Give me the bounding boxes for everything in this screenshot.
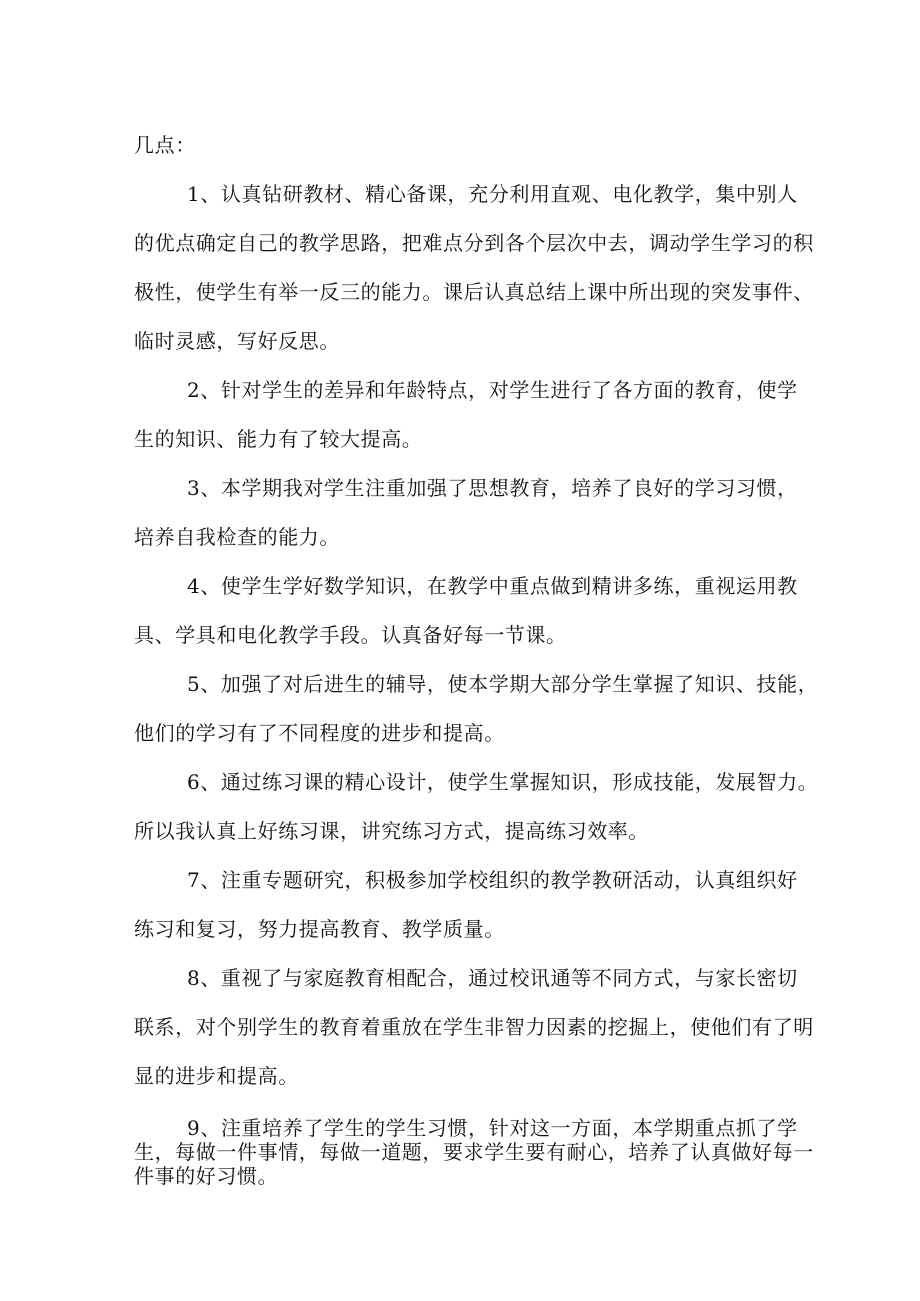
paragraph-line: 6、通过练习课的精心设计，使学生掌握知识，形成技能，发展智力。 — [187, 770, 819, 794]
paragraph-line: 具、学具和电化教学手段。认真备好每一节课。 — [134, 623, 567, 647]
paragraph-line: 所以我认真上好练习课，讲究练习方式，提高练习效率。 — [134, 819, 649, 843]
paragraph-line: 显的进步和提高。 — [134, 1064, 299, 1088]
paragraph-line: 5、加强了对后进生的辅导，使本学期大部分学生掌握了知识、技能， — [187, 672, 819, 696]
paragraph-line: 极性，使学生有举一反三的能力。课后认真总结上课中所出现的突发事件、 — [134, 280, 814, 304]
paragraph-line: 练习和复习，努力提高教育、教学质量。 — [134, 917, 505, 941]
paragraph-line: 生的知识、能力有了较大提高。 — [134, 427, 423, 451]
paragraph-line: 临时灵感，写好反思。 — [134, 329, 340, 353]
paragraph-line: 1、认真钻研教材、精心备课，充分利用直观、电化教学，集中别人 — [187, 182, 798, 206]
paragraph-line: 9、注重培养了学生的学生习惯，针对这一方面，本学期重点抓了学 — [187, 1116, 798, 1140]
paragraph-line: 2、针对学生的差异和年龄特点，对学生进行了各方面的教育，使学 — [187, 378, 798, 402]
paragraph-line: 7、注重专题研究，积极参加学校组织的教学教研活动，认真组织好 — [187, 868, 798, 892]
paragraph-line: 培养自我检查的能力。 — [134, 525, 340, 549]
paragraph-line: 4、使学生学好数学知识，在教学中重点做到精讲多练，重视运用教 — [187, 574, 798, 598]
paragraph-line: 生，每做一件事情，每做一道题，要求学生要有耐心，培养了认真做好每一 — [134, 1140, 814, 1164]
paragraph-line: 的优点确定自己的教学思路，把难点分到各个层次中去，调动学生学习的积 — [134, 231, 814, 255]
paragraph-line: 8、重视了与家庭教育相配合，通过校讯通等不同方式，与家长密切 — [187, 966, 798, 990]
paragraph-line: 联系，对个别学生的教育着重放在学生非智力因素的挖掘上，使他们有了明 — [134, 1015, 814, 1039]
paragraph-line: 他们的学习有了不同程度的进步和提高。 — [134, 721, 505, 745]
paragraph-line: 3、本学期我对学生注重加强了思想教育，培养了良好的学习习惯， — [187, 476, 798, 500]
lead-text: 几点： — [134, 133, 196, 157]
paragraph-line: 件事的好习惯。 — [134, 1164, 279, 1188]
